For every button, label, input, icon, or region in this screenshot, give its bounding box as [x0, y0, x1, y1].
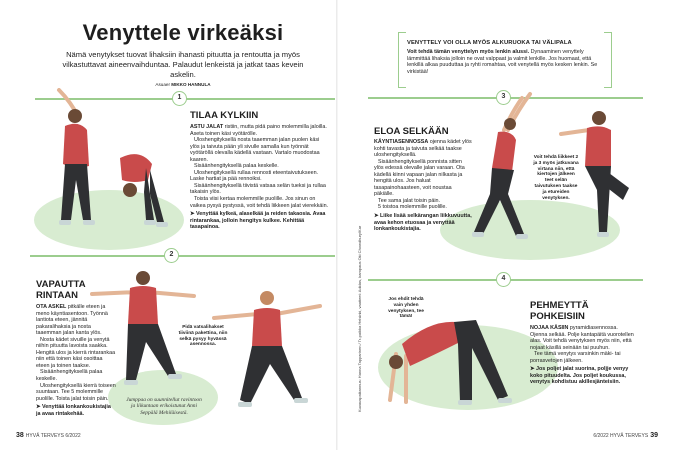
byline	[58, 82, 308, 87]
byline-label: Asuaer	[155, 82, 170, 87]
intro-text: Nämä venytykset tuovat lihaksiin ihanasti pituutta ja rentoutta ja myös vilkastuttavat aineenvaihduntaa. Palaudut lenkeistä ja jatkat taas kevein askelin.	[62, 50, 304, 79]
section-number-2: 2	[164, 248, 179, 263]
exercise-2-title: VAPAUTTA RINTAAN	[36, 279, 86, 301]
exercise-3-body: KÄYNTIASENNOSSA ojenna kädet ylös kohti tavasta ja taivuta selkää taakse uloshengityksellä. Sisäänhengityksellä ponnista sitten ylös edessä olevalle jalan varaan. Ota kädellä kiinni vapaan jalan nilkasta ja hengitä ulos. Jos haluat tasapainohaasteen, voit noustaa päkiälle. Tee sama jalat toisin päin. 5 toistoa molemmille puolille. ➤ Liike lisää selkärangan liikkuvuutta, avaa kehon etuosaa ja venyttää lonkankoukistajia.	[374, 139, 472, 233]
page-title: Venyttele virkeäksi	[82, 20, 284, 45]
section-rule-2	[30, 255, 335, 257]
byline-name: MIKKO HANNULA	[171, 82, 211, 87]
exercise-3-callout: Voit tehdä liikkeet 2 ja 3 myös jatkuvana virtana niin, että kiertojen jälkeen teet selän taivutuksen taakse ja etureiden venytyksen.	[533, 155, 579, 201]
exercise-4-lead: NOJAA KÄSIIN	[530, 325, 569, 331]
exercise-2-tip: ➤ Venyttää lonkankoukistajia ja avaa rintakehää.	[36, 404, 111, 417]
exercise-4-title: PEHMEYTTÄ POHKEISIIN	[530, 300, 589, 322]
spine-gutter	[336, 0, 338, 450]
info-box-lead: Voit tehdä tämän venyttelyn myös lenkin alussi.	[407, 49, 530, 55]
exercise-2-lead: OTA ASKEL	[36, 304, 67, 310]
exercise-2-photo-twist-front	[210, 280, 325, 415]
exercise-1-tip: ➤ Venyttää kylkeä, alaselkää ja reiden takaosia. Avaa rintarankaa, jolloin hengitys kulkee. Kehittää tasapainoa.	[190, 211, 326, 231]
photo-caption: Jumppaa on suunnitellut ravintoon ja liikuntaan erikoistunut Anni Seppälä Mehiläisestä.	[126, 397, 202, 416]
exercise-2-photo-twist-back	[88, 262, 198, 392]
exercise-3-lead: KÄYNTIASENNOSSA	[374, 139, 429, 145]
info-box-text	[407, 49, 605, 75]
exercise-3-photo-quad-stretch	[555, 100, 635, 250]
box-bracket-left	[398, 32, 406, 88]
exercise-1-body: ASTU JALAT ristiin, mutta pidä paino molemmilla jaloilla. Aseta toinen käsi vyötärölle. Uloshengityksellä nosta taaemman jalan puolen käsi ylös ja taivuta pään yli sivulle samalla kun työnnät vyötäröllä olevalla kädellä vastaan. Vartalo muodostaa kaaren. Sisäänhengityksellä palaa keskelle. Uloshengityksellä rullaa rennosti eteentaivutukseen. Laske hartiat ja pää rennoiksi. Sisäänhengityksellä tiivistä vatsaa selän tueksi ja rullaa takaisin ylös. Toista viisi kertaa molemmille puolille. Jos sinun on vaikea pysyä pystyssä, voit tehdä liikkeen jalat vierekkäin. ➤ Venyttää kylkeä, alaselkää ja reiden takaosia. Avaa rintarankaa, jolloin hengitys kulkee. Kehittää tasapainoa.	[190, 124, 329, 231]
exercise-1-photo-side-bend	[45, 88, 105, 238]
exercise-2-body: OTA ASKEL pitkälle eteen ja meno käyntiasentoon. Työnnä lantiota eteen, jännitä pakaralihaksia ja nosta taaemman jalan kanta ylös. Nosta kädet sivuille ja venytä niihin pituutta lavoista saakka. Hengitä ulos ja kierrä rintarankaa niin että toinen käsi osoittaa eteen ja toinen taakse. Sisäänhengityksellä palaa keskelle. Uloshengityksellä kierrä toiseen suuntaan. Tee 5 molemmille puolille. Toista jalat toisin päin. ➤ Venyttää lonkankoukistajia ja avaa rintakehää.	[36, 304, 116, 417]
exercise-4-photo-pyramid	[380, 300, 530, 415]
section-number-3: 3	[496, 90, 511, 105]
page-folio-right: 6/2022 HYVÄ TERVEYS 39	[593, 432, 658, 439]
exercise-3-photo-back-bend	[468, 90, 538, 250]
exercise-4-callout: Jos ehdit tehdä vain yhden venytyksen, tee tämä!	[388, 297, 424, 320]
exercise-2-callout: Pidä vatsalihakset tiiviinä pakettina, niin selkä pysyy hyvässä asennossa.	[178, 325, 228, 348]
info-box-title: VENYTTELY VOI OLLA MYÖS ALKURUOKA TAI VÄLIPALA	[407, 40, 572, 46]
page-folio-left: 38 HYVÄ TERVEYS 6/2022	[16, 432, 81, 439]
exercise-1-title: TILAA KYLKIIN	[190, 110, 259, 121]
exercise-3-title: ELOA SELKÄÄN	[374, 126, 449, 137]
section-number-1: 1	[172, 91, 187, 106]
box-bracket-right	[604, 32, 612, 88]
exercise-4-tip: ➤ Jos poljet jalat suorina, poljje venyy koko pituudelta. Jos poljet koukussa, venytys kohdistuu akillesjänteisiin.	[530, 366, 629, 386]
exercise-1-lead: ASTU JALAT	[190, 124, 224, 130]
exercise-4-body: NOJAA KÄSIIN pyramidiasennossa. Ojenna selkää. Polje kantapäitä vuorotellen alas. Voit tehdä venytyksen myös niin, että nojaat käsillä seinään tai puuhun. Tee tämä venytys varsinkin mäki- tai porrasvetojen jälkeen. ➤ Jos poljet jalat suorina, poljje venyy koko pituudelta. Jos poljet koukussa, venytys kohdistuu akillesjänteisiin.	[530, 325, 634, 386]
exercise-1-photo-forward-fold	[100, 140, 170, 235]
exercise-3-tip: ➤ Liike lisää selkärangan liikkuvuutta, avaa kehon etuosaa ja venyttää lonkankoukistajia.	[374, 213, 472, 233]
photo-credits: Kuvauspaikannus: Hanna Tapparinen / Tr-paikka Helsinki, vaatteet: Adidas, kampaus Oki Chowdhury/Kar	[357, 225, 362, 412]
info-box	[398, 32, 612, 88]
info-box-body: Dynaaminen venyttely lämmittää lihaksia jolloin ne ovat valppaat ja valmit lenkille. Jos huomaat, että lenkillä alkaa puuduttaa ja ryhti romahtaa, voit venytellä myös kesken lenkin. Se virkistää!	[407, 49, 598, 75]
section-number-4: 4	[496, 272, 511, 287]
